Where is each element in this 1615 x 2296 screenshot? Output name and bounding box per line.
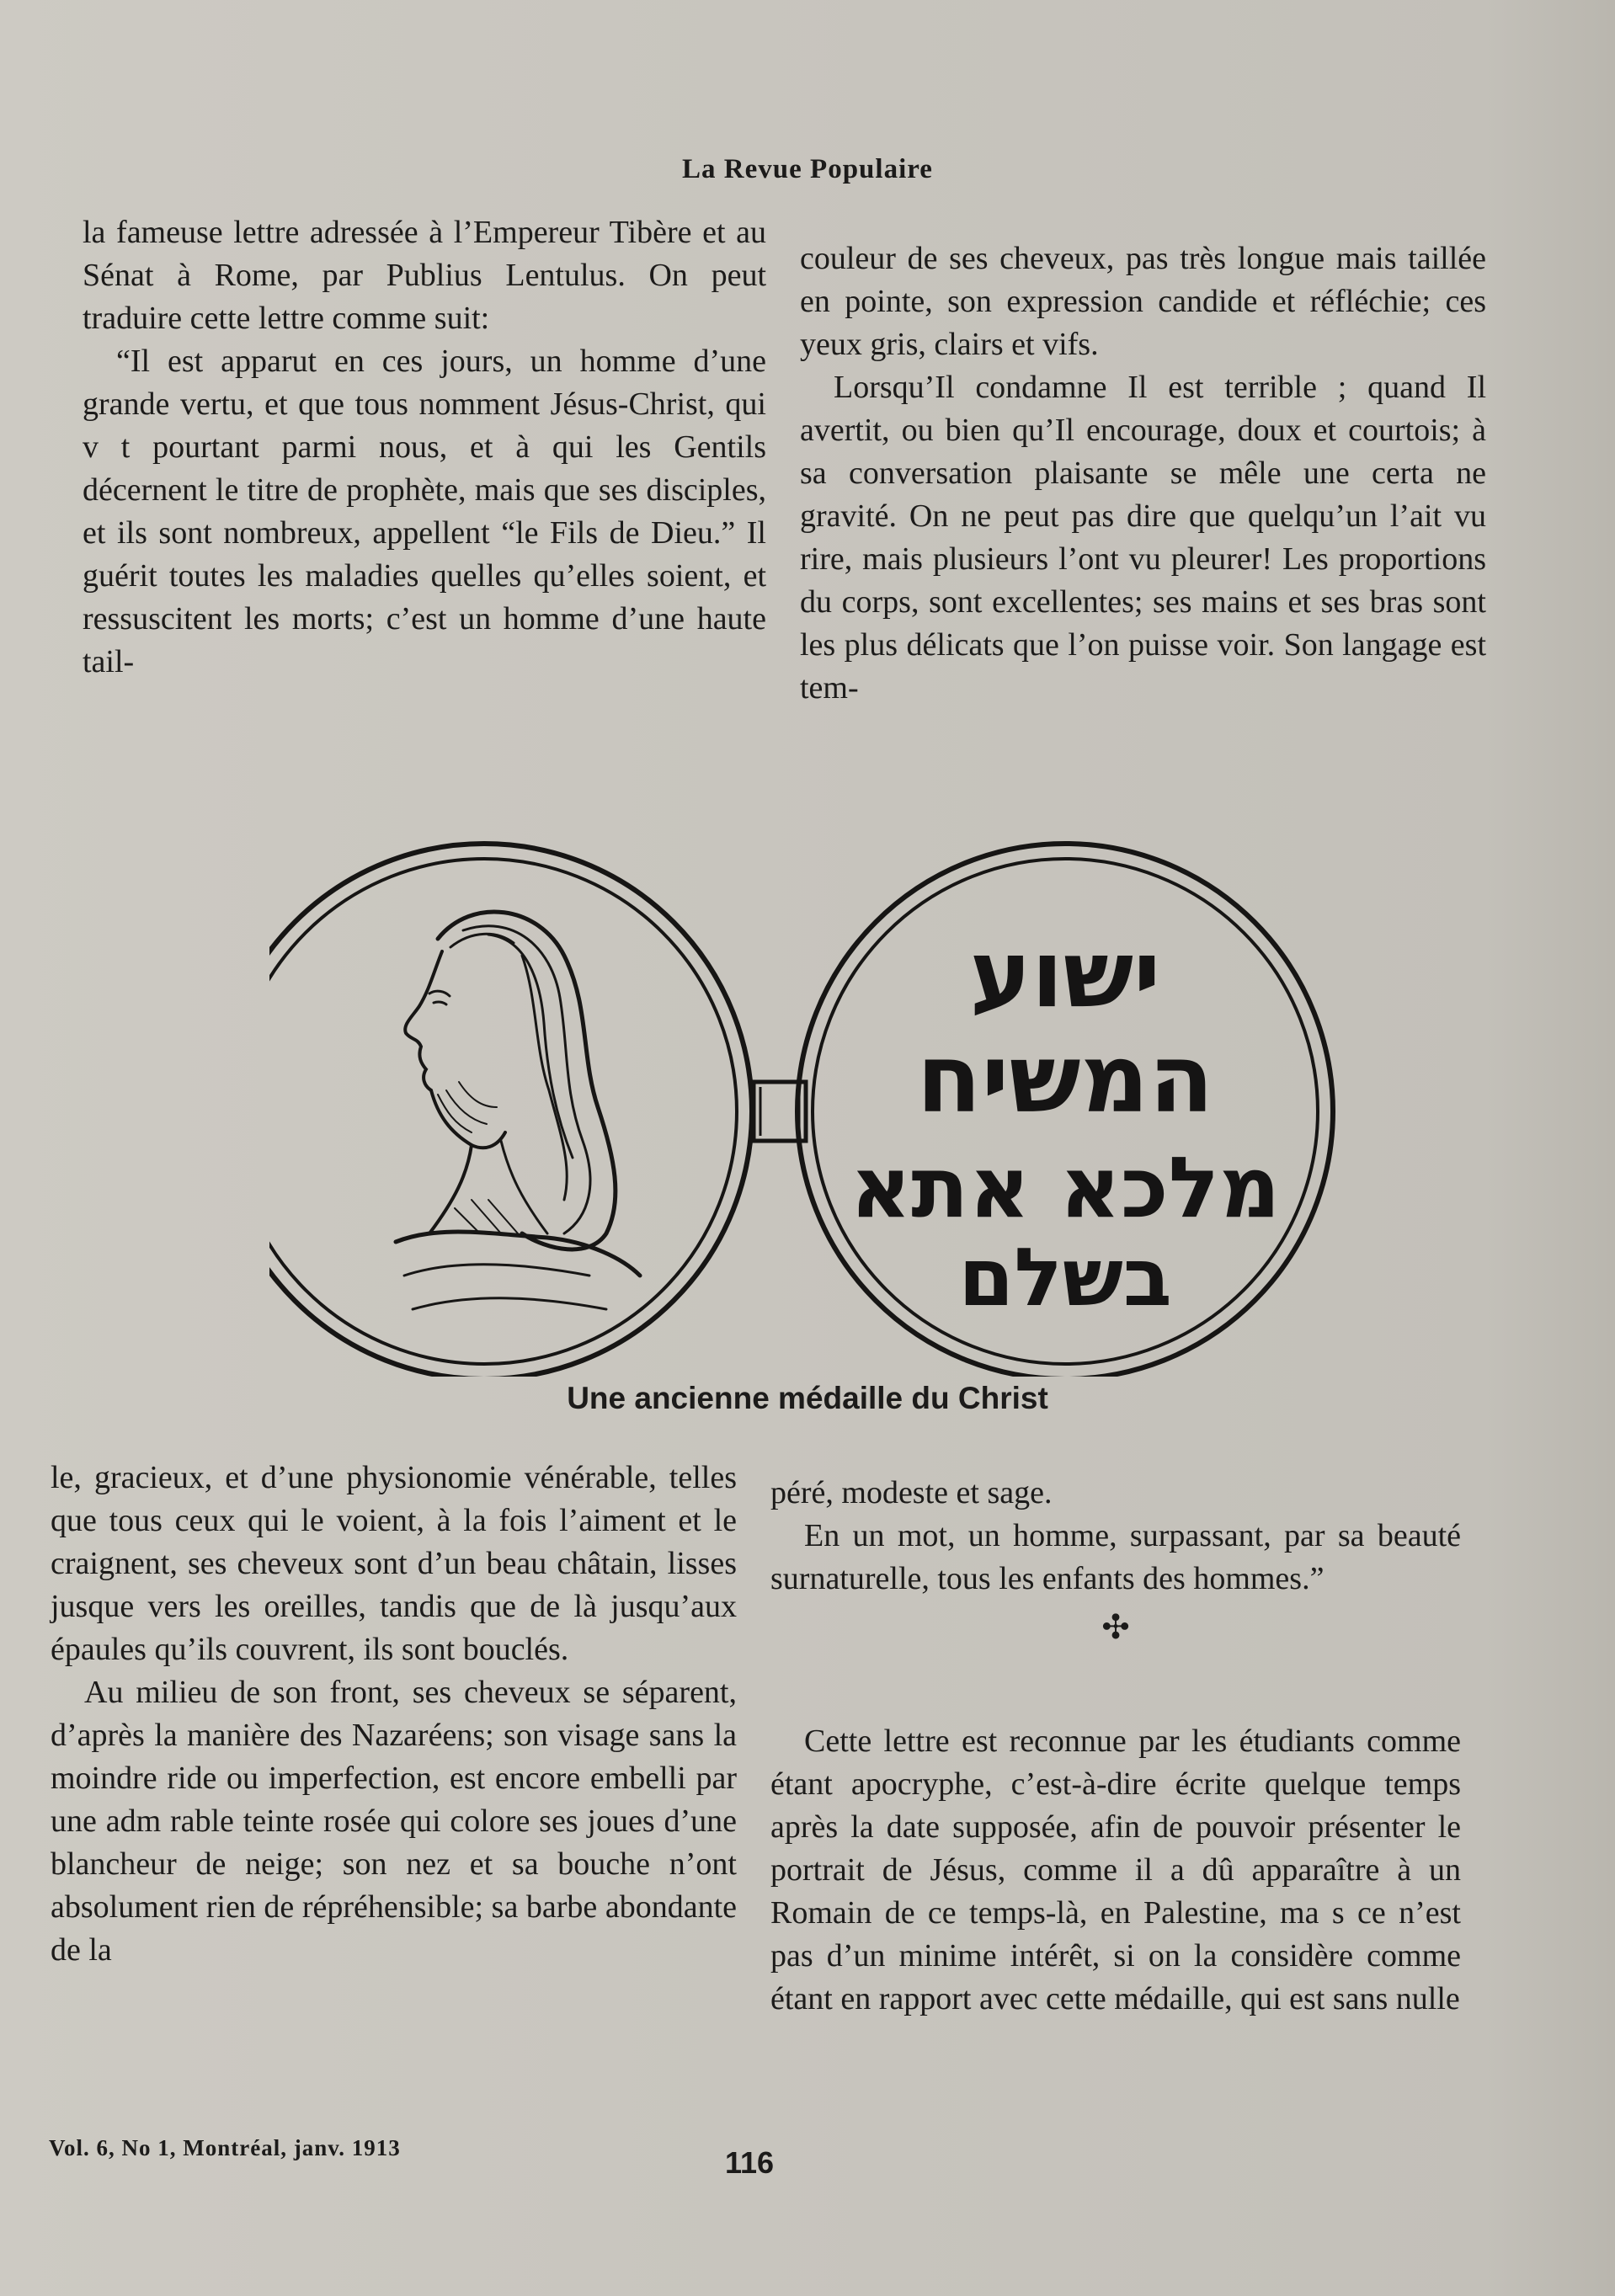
hebrew-inscription-line: מלכא אתא bbox=[850, 1138, 1281, 1237]
column-bottom-left bbox=[51, 1457, 737, 1972]
paragraph: Cette lettre est reconnue par les étudiants comme étant apocryphe, c’est-à-dire écrite quelque temps après la date supposée, afin de pouvoir présenter le portrait de Jésus, comme il a dû apparaître à un Romain de ce temps-là, en Palestine, ma s ce n’est pas d’un minime intérêt, si on la considère comme étant en rapport avec cette médaille, qui est sans nulle bbox=[770, 1723, 1461, 2016]
paragraph: couleur de ses cheveux, pas très longue mais taillée en pointe, son expression candide et réfléchie; ces yeux gris, clairs et vifs. bbox=[800, 241, 1486, 362]
inscription-medal bbox=[797, 844, 1333, 1377]
medal-illustration bbox=[269, 838, 1347, 1377]
hebrew-inscription-line: בשלם bbox=[958, 1232, 1172, 1324]
page-number: 116 bbox=[724, 2145, 775, 2180]
figure-caption: Une ancienne médaille du Christ bbox=[567, 1381, 1048, 1415]
column-bottom-right bbox=[770, 1472, 1461, 2021]
volume-info: Vol. 6, No 1, Montréal, janv. 1913 bbox=[49, 2135, 401, 2160]
christ-profile-portrait bbox=[396, 912, 640, 1309]
paragraph: “Il est apparut en ces jours, un homme d’une grande vertu, et que tous nomment Jésus-Christ, qui v t pourtant parmi nous, et à qui les Gentils décernent le titre de prophète, mais que ses disciples, et ils sont nombreux, appellent “le Fils de Dieu.” Il guérit toutes les maladies quelles qu’elles soient, et ressuscitent les morts; c’est un homme d’une haute tail- bbox=[83, 344, 766, 679]
paragraph: En un mot, un homme, surpassant, par sa beauté surnaturelle, tous les enfants des hommes.” bbox=[770, 1518, 1461, 1596]
paragraph: le, gracieux, et d’une physionomie vénérable, telles que tous ceux qui le voient, à la fois l’aiment et le craignent, ses cheveux sont d’un beau châtain, lisses jusque vers les oreilles, tandis que de là jusqu’aux épaules qu’ils couvrent, ils sont bouclés. bbox=[51, 1460, 737, 1667]
hebrew-inscription-line: המשיח bbox=[916, 1025, 1214, 1134]
column-top-right bbox=[800, 237, 1486, 710]
running-head: La Revue Populaire bbox=[682, 154, 933, 184]
paragraph: la fameuse lettre adressée à l’Empereur Tibère et au Sénat à Rome, par Publius Lentulus. On peut traduire cette lettre comme suit: bbox=[83, 215, 766, 336]
portrait-medal bbox=[269, 844, 752, 1377]
hebrew-inscription-line: ישוע bbox=[969, 920, 1161, 1028]
medal-svg bbox=[269, 838, 1347, 1377]
paragraph: péré, modeste et sage. bbox=[770, 1475, 1053, 1510]
paragraph: Lorsqu’Il condamne Il est terrible ; quand Il avertit, ou bien qu’Il encourage, doux et courtois; à sa conversation plaisante se mêle une certa ne gravité. On ne peut pas dire que quelqu’un l’ait vu rire, mais plusieurs l’ont vu pleurer! Les proportions du corps, sont excellentes; ses mains et ses bras sont les plus délicats que l’on puisse voir. Son langage est tem- bbox=[800, 370, 1486, 706]
section-ornament: ✣ bbox=[1101, 1608, 1130, 1646]
column-top-left bbox=[83, 211, 766, 684]
paragraph: Au milieu de son front, ses cheveux se séparent, d’après la manière des Nazaréens; son visage sans la moindre ride ou imperfection, est encore embelli par une adm rable teinte rosée qui colore ses joues d’une blancheur de neige; son nez et sa bouche n’ont absolument rien de répréhensible; sa barbe abondante de la bbox=[51, 1675, 737, 1968]
